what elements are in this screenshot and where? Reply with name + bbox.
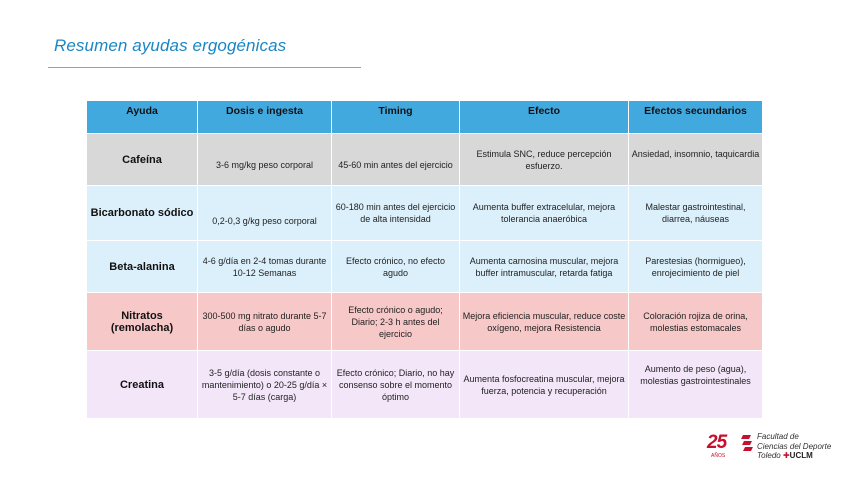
cell-secundarios: Aumento de peso (agua), molestias gastrointestinales	[629, 351, 763, 419]
table-header-row	[87, 101, 763, 134]
faculty-logo	[707, 432, 837, 464]
cell-timing: 60-180 min antes del ejercicio de alta intensidad	[332, 186, 460, 241]
cell-dosis: 3-5 g/día (dosis constante o mantenimiento) o 20-25 g/día × 5-7 días (carga)	[198, 351, 332, 419]
table-row	[87, 293, 763, 351]
cell-timing: Efecto crónico; Diario, no hay consenso sobre el momento óptimo	[332, 351, 460, 419]
cell-secundarios: Coloración rojiza de orina, molestias estomacales	[629, 293, 763, 351]
header-timing: Timing	[332, 101, 460, 134]
ergogenic-aids-table	[86, 100, 763, 419]
header-dosis: Dosis e ingesta	[198, 101, 332, 134]
cell-timing: Efecto crónico o agudo; Diario; 2-3 h antes del ejercicio	[332, 293, 460, 351]
logo-brand: UCLM	[789, 451, 813, 460]
logo-anniversary-number: 25	[707, 432, 727, 453]
logo-star-icon: ✚	[782, 451, 790, 460]
logo-line-3	[757, 451, 831, 461]
header-efecto: Efecto	[460, 101, 629, 134]
table-row	[87, 241, 763, 293]
cell-dosis: 300-500 mg nitrato durante 5-7 días o agudo	[198, 293, 332, 351]
table-row	[87, 134, 763, 186]
cell-dosis: 4-6 g/día en 2-4 tomas durante 10-12 Semanas	[198, 241, 332, 293]
cell-secundarios: Malestar gastrointestinal, diarrea, náuseas	[629, 186, 763, 241]
title-underline	[48, 67, 361, 68]
header-secundarios: Efectos secundarios	[629, 101, 763, 134]
logo-stripes-icon	[741, 433, 753, 455]
cell-efecto: Aumenta buffer extracelular, mejora tolerancia anaeróbica	[460, 186, 629, 241]
logo-anniversary-label: AÑOS	[711, 453, 726, 459]
cell-efecto: Aumenta fosfocreatina muscular, mejora fuerza, potencia y recuperación	[460, 351, 629, 419]
logo-line-2: Ciencias del Deporte	[757, 441, 832, 451]
logo-text	[757, 432, 831, 461]
slide-title: Resumen ayudas ergogénicas	[54, 36, 287, 55]
cell-dosis: 0,2-0,3 g/kg peso corporal	[198, 186, 332, 241]
cell-secundarios: Ansiedad, insomnio, taquicardia	[629, 134, 763, 186]
cell-ayuda: Beta-alanina	[87, 241, 198, 293]
table-row	[87, 351, 763, 419]
cell-timing: 45-60 min antes del ejercicio	[332, 134, 460, 186]
cell-ayuda: Bicarbonato sódico	[87, 186, 198, 241]
cell-efecto: Estimula SNC, reduce percepción esfuerzo.	[460, 134, 629, 186]
cell-timing: Efecto crónico, no efecto agudo	[332, 241, 460, 293]
logo-line-1: Facultad de	[757, 432, 799, 441]
cell-efecto: Mejora eficiencia muscular, reduce coste oxígeno, mejora Resistencia	[460, 293, 629, 351]
cell-efecto: Aumenta carnosina muscular, mejora buffer intramuscular, retarda fatiga	[460, 241, 629, 293]
logo-city: Toledo	[757, 451, 781, 460]
cell-ayuda: Creatina	[87, 351, 198, 419]
cell-dosis: 3-6 mg/kg peso corporal	[198, 134, 332, 186]
header-ayuda: Ayuda	[87, 101, 198, 134]
cell-secundarios: Parestesias (hormigueo), enrojecimiento de piel	[629, 241, 763, 293]
cell-ayuda: Nitratos (remolacha)	[87, 293, 198, 351]
table-row	[87, 186, 763, 241]
cell-ayuda: Cafeína	[87, 134, 198, 186]
